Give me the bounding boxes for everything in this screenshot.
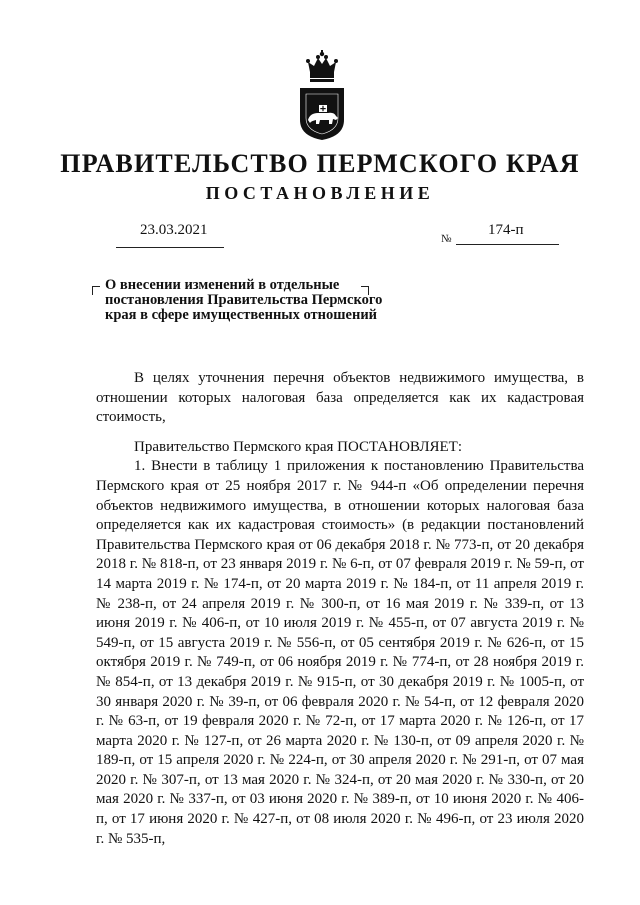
subject-bracket-left — [92, 286, 100, 295]
date-underline — [116, 247, 224, 248]
coat-of-arms-icon — [296, 50, 348, 142]
document-subject — [105, 278, 405, 323]
subject-line: края в сфере имущественных отношений — [105, 307, 378, 323]
document-date: 23.03.2021 — [140, 222, 208, 238]
subject-line: О внесении изменений в отдельные — [105, 277, 340, 293]
subject-line: постановления Правительства Пермского — [105, 292, 383, 308]
organization-title: ПРАВИТЕЛЬСТВО ПЕРМСКОГО КРАЯ — [60, 149, 580, 178]
number-sign: № — [441, 233, 452, 245]
document-number: 174-п — [488, 222, 524, 238]
clause-1-paragraph: 1. Внести в таблицу 1 приложения к постановлению Правительства Пермского края от 25 ноября 2017 г. № 944-п «Об определении перечня объектов недвижимого имущества, в отношении которых налоговая база определяется как их кадастровая стоимость» (в редакции постановлений Правительства Пермского края от 06 декабря 2018 г. № 773-п, от 20 декабря 2018 г. № 818-п, от 23 января 2019 г. № 6-п, от 07 февраля 2019 г. № 59-п, от 14 марта 2019 г. № 174-п, от 20 марта 2019 г. № 184-п, от 11 апреля 2019 г. № 238-п, от 24 апреля 2019 г. № 300-п, от 16 мая 2019 г. № 339-п, от 13 июня 2019 г. № 406-п, от 10 июля 2019 г. № 455-п, от 07 августа 2019 г. № 549-п, от 15 августа 2019 г. № 556-п, от 05 сентября 2019 г. № 626-п, от 15 октября 2019 г. № 749-п, от 06 ноября 2019 г. № 774-п, от 28 ноября 2019 г. № 854-п, от 13 декабря 2019 г. № 915-п, от 30 декабря 2019 г. № 1005-п, от 30 января 2020 г. № 39-п, от 06 февраля 2020 г. № 54-п, от 12 февраля 2020 г. № 63-п, от 19 февраля 2020 г. № 72-п, от 17 марта 2020 г. № 126-п, от 17 марта 2020 г. № 127-п, от 26 марта 2020 г. № 130-п, от 09 апреля 2020 г. № 189-п, от 15 апреля 2020 г. № 224-п, от 30 апреля 2020 г. № 291-п, от 07 мая 2020 г. № 307-п, от 13 мая 2020 г. № 324-п, от 20 мая 2020 г. № 330-п, от 20 мая 2020 г. № 337-п, от 03 июня 2020 г. № 389-п, от 10 июня 2020 г. № 406-п, от 17 июня 2020 г. № 427-п, от 08 июля 2020 г. № 496-п, от 23 июля 2020 г. № 535-п, — [96, 458, 584, 847]
resolution-paragraph: Правительство Пермского края ПОСТАНОВЛЯЕТ: — [134, 438, 463, 455]
preamble-paragraph: В целях уточнения перечня объектов недвижимого имущества, в отношении которых налоговая база определяется как их кадастровая стоимость, — [96, 370, 584, 426]
number-underline — [456, 244, 559, 245]
document-type: ПОСТАНОВЛЕНИЕ — [205, 183, 435, 203]
document-body — [96, 369, 584, 849]
